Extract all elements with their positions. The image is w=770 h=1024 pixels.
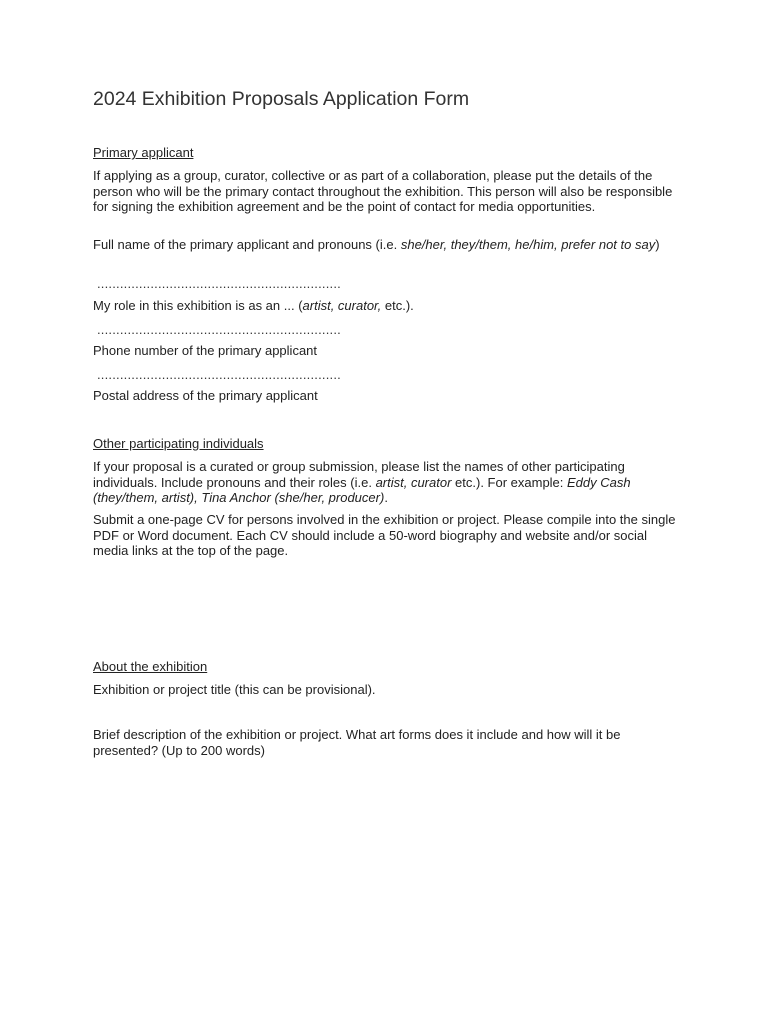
role-label: My role in this exhibition is as an ... (artist, curator, etc.). [93, 298, 414, 313]
postal-address-label: Postal address of the primary applicant [93, 388, 318, 403]
primary-applicant-intro: If applying as a group, curator, collective or as part of a collaboration, please put the details of the person who will be the primary contact throughout the exhibition. This person will also be responsible for signing the exhibition agreement and be the point of contact for media opportunities. [93, 168, 673, 214]
cv-instructions: Submit a one-page CV for persons involved in the exhibition or project. Please compile into the single PDF or Word document. Each CV should include a 50-word biography and website and/or social media links at the top of the page. [93, 512, 676, 558]
other-participants-instructions: If your proposal is a curated or group submission, please list the names of other participating individuals. Include pronouns and their roles (i.e. artist, curator etc.). For example: Eddy Cash (they/them, artist), Tina Anchor (she/her, producer). [93, 459, 631, 505]
exhibition-description-label: Brief description of the exhibition or project. What art forms does it include and how will it be presented? (Up to 200 words) [93, 727, 621, 758]
primary-applicant-heading: Primary applicant [93, 145, 194, 160]
other-participants-heading: Other participating individuals [93, 436, 264, 451]
full-name-field[interactable]: ................................................................ [97, 276, 341, 291]
exhibition-title-label: Exhibition or project title (this can be provisional). [93, 682, 376, 697]
full-name-label: Full name of the primary applicant and pronouns (i.e. she/her, they/them, he/him, prefer not to say) [93, 237, 660, 252]
about-exhibition-heading: About the exhibition [93, 659, 208, 674]
form-title: 2024 Exhibition Proposals Application Form [93, 88, 470, 110]
role-field[interactable]: ................................................................ [97, 322, 341, 337]
phone-label: Phone number of the primary applicant [93, 343, 318, 358]
phone-field[interactable]: ................................................................ [97, 367, 341, 382]
